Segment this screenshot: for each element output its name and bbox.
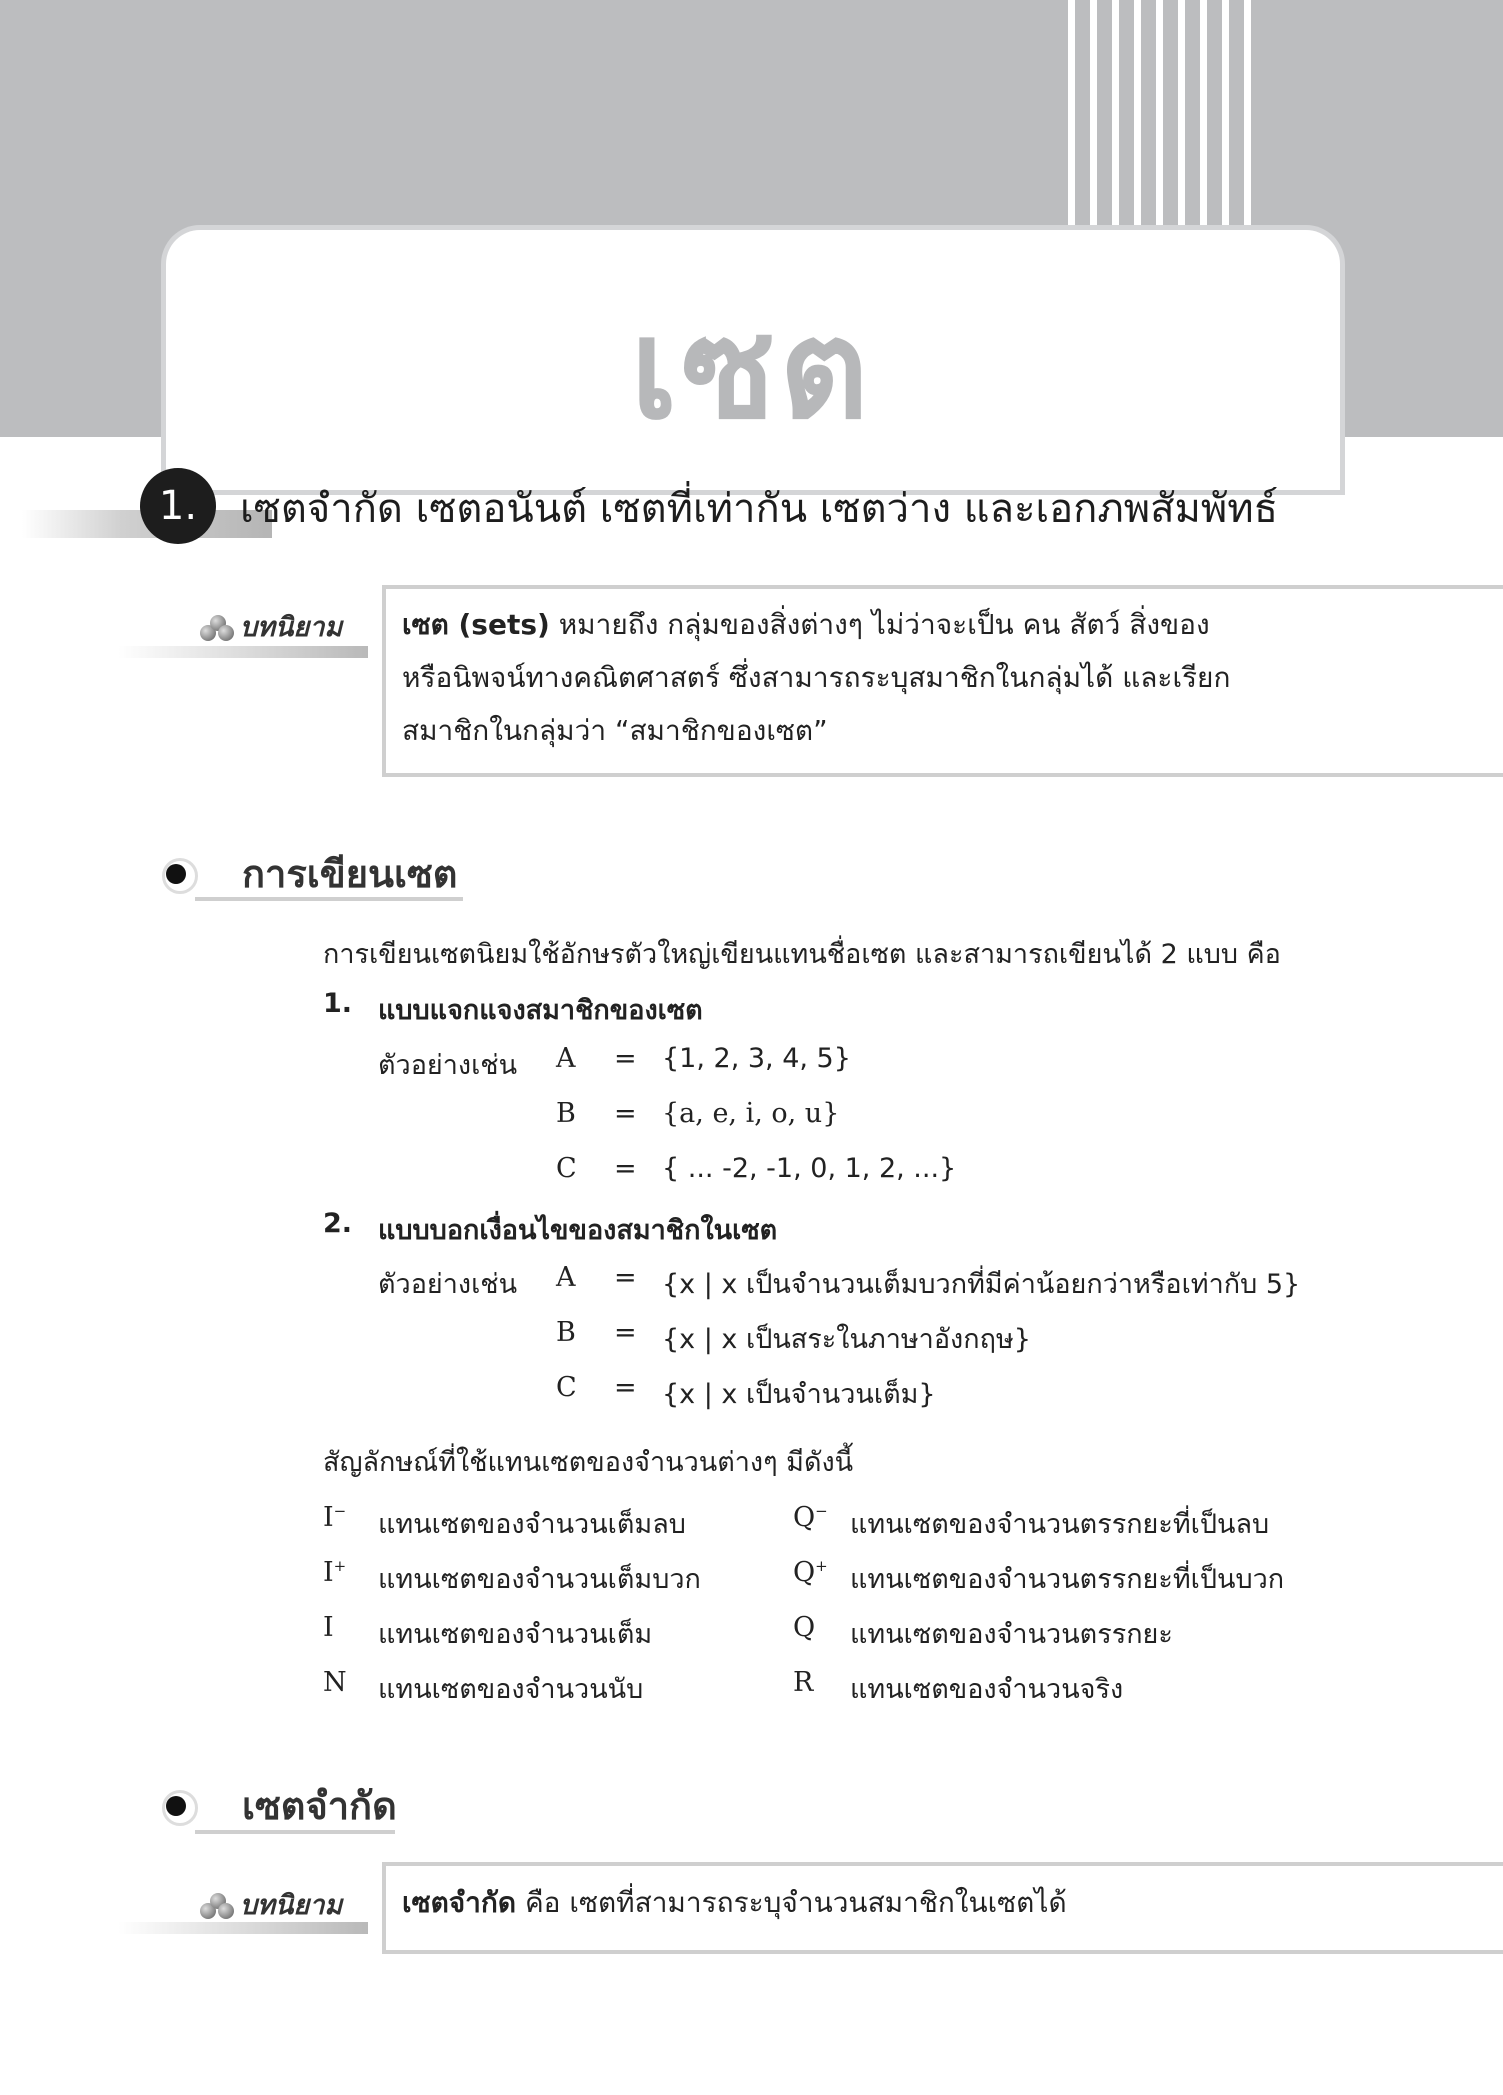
- set-name: A: [556, 1043, 576, 1074]
- set-value: { ... -2, -1, 0, 1, 2, ...}: [662, 1153, 957, 1184]
- example-label: ตัวอย่างเช่น: [378, 1050, 518, 1081]
- bullet-icon: [166, 1796, 186, 1816]
- symbol-description: แทนเซตของจำนวนเต็มลบ: [378, 1509, 686, 1540]
- symbol: Q: [793, 1612, 816, 1643]
- symbol-description: แทนเซตของจำนวนจริง: [850, 1674, 1124, 1705]
- definition-text: [402, 598, 1230, 757]
- symbol: R: [793, 1667, 814, 1698]
- decorative-stripes: [1058, 0, 1268, 240]
- method-title: แบบบอกเงื่อนไขของสมาชิกในเซต: [378, 1215, 778, 1246]
- symbol: N: [323, 1667, 347, 1698]
- method-number: 2.: [323, 1208, 353, 1239]
- set-name: C: [556, 1153, 577, 1184]
- symbol: Q−: [793, 1502, 828, 1533]
- intro-text: การเขียนเซตนิยมใช้อักษรตัวใหญ่เขียนแทนชื่อเซต และสามารถเขียนได้ 2 แบบ คือ: [323, 939, 1281, 970]
- symbol: I−: [323, 1502, 347, 1533]
- equals-sign: =: [614, 1317, 637, 1348]
- equals-sign: =: [614, 1262, 637, 1293]
- equals-sign: =: [614, 1098, 637, 1129]
- definition-text: [402, 1876, 1067, 1929]
- symbol: Q+: [793, 1557, 828, 1588]
- example-label: ตัวอย่างเช่น: [378, 1269, 518, 1300]
- set-value: {x | x เป็นจำนวนเต็มบวกที่มีค่าน้อยกว่าหรือเท่ากับ 5}: [662, 1269, 1301, 1300]
- symbol-description: แทนเซตของจำนวนตรรกยะที่เป็นลบ: [850, 1509, 1270, 1540]
- set-value: {1, 2, 3, 4, 5}: [662, 1043, 851, 1074]
- symbol-description: แทนเซตของจำนวนเต็มบวก: [378, 1564, 701, 1595]
- symbols-intro: สัญลักษณ์ที่ใช้แทนเซตของจำนวนต่างๆ มีดังนี้: [323, 1447, 854, 1478]
- equals-sign: =: [614, 1043, 637, 1074]
- definition-line: หรือนิพจน์ทางคณิตศาสตร์ ซึ่งสามารถระบุสมาชิกในกลุ่มได้ และเรียก: [402, 661, 1231, 694]
- subheading-writing-sets: การเขียนเซต: [242, 852, 458, 896]
- definition-line: สมาชิกในกลุ่มว่า “สมาชิกของเซต”: [402, 714, 828, 747]
- definition-label: บทนิยาม: [200, 1883, 342, 1926]
- definition-term: เซต (sets): [402, 608, 550, 641]
- set-name: A: [556, 1262, 576, 1293]
- definition-line: หมายถึง กลุ่มของสิ่งต่างๆ ไม่ว่าจะเป็น คน สัตว์ สิ่งของ: [558, 608, 1210, 641]
- symbol-description: แทนเซตของจำนวนตรรกยะที่เป็นบวก: [850, 1564, 1285, 1595]
- section-number: 1.: [140, 468, 216, 544]
- definition-label: บทนิยาม: [200, 605, 342, 648]
- chapter-title: เซต: [630, 289, 873, 450]
- section-title: เซตจำกัด เซตอนันต์ เซตที่เท่ากัน เซตว่าง และเอกภพสัมพัทธ์: [240, 486, 1279, 532]
- symbol-description: แทนเซตของจำนวนนับ: [378, 1674, 644, 1705]
- bubbles-icon: [200, 1893, 236, 1921]
- set-name: B: [556, 1317, 576, 1348]
- set-value: {x | x เป็นจำนวนเต็ม}: [662, 1379, 936, 1410]
- symbol-description: แทนเซตของจำนวนตรรกยะ: [850, 1619, 1173, 1650]
- method-number: 1.: [323, 988, 353, 1019]
- symbol: I+: [323, 1557, 347, 1588]
- bullet-icon: [166, 864, 186, 884]
- equals-sign: =: [614, 1372, 637, 1403]
- method-title: แบบแจกแจงสมาชิกของเซต: [378, 995, 703, 1026]
- bubbles-icon: [200, 615, 236, 643]
- symbol-description: แทนเซตของจำนวนเต็ม: [378, 1619, 653, 1650]
- set-value: {x | x เป็นสระในภาษาอังกฤษ}: [662, 1324, 1031, 1355]
- set-name: B: [556, 1098, 576, 1129]
- set-value: {a, e, i, o, u}: [662, 1098, 840, 1129]
- definition-line: คือ เซตที่สามารถระบุจำนวนสมาชิกในเซตได้: [524, 1886, 1067, 1919]
- set-name: C: [556, 1372, 577, 1403]
- equals-sign: =: [614, 1153, 637, 1184]
- subheading-finite-sets: เซตจำกัด: [242, 1784, 397, 1828]
- definition-term: เซตจำกัด: [402, 1886, 517, 1919]
- symbol: I: [323, 1612, 334, 1643]
